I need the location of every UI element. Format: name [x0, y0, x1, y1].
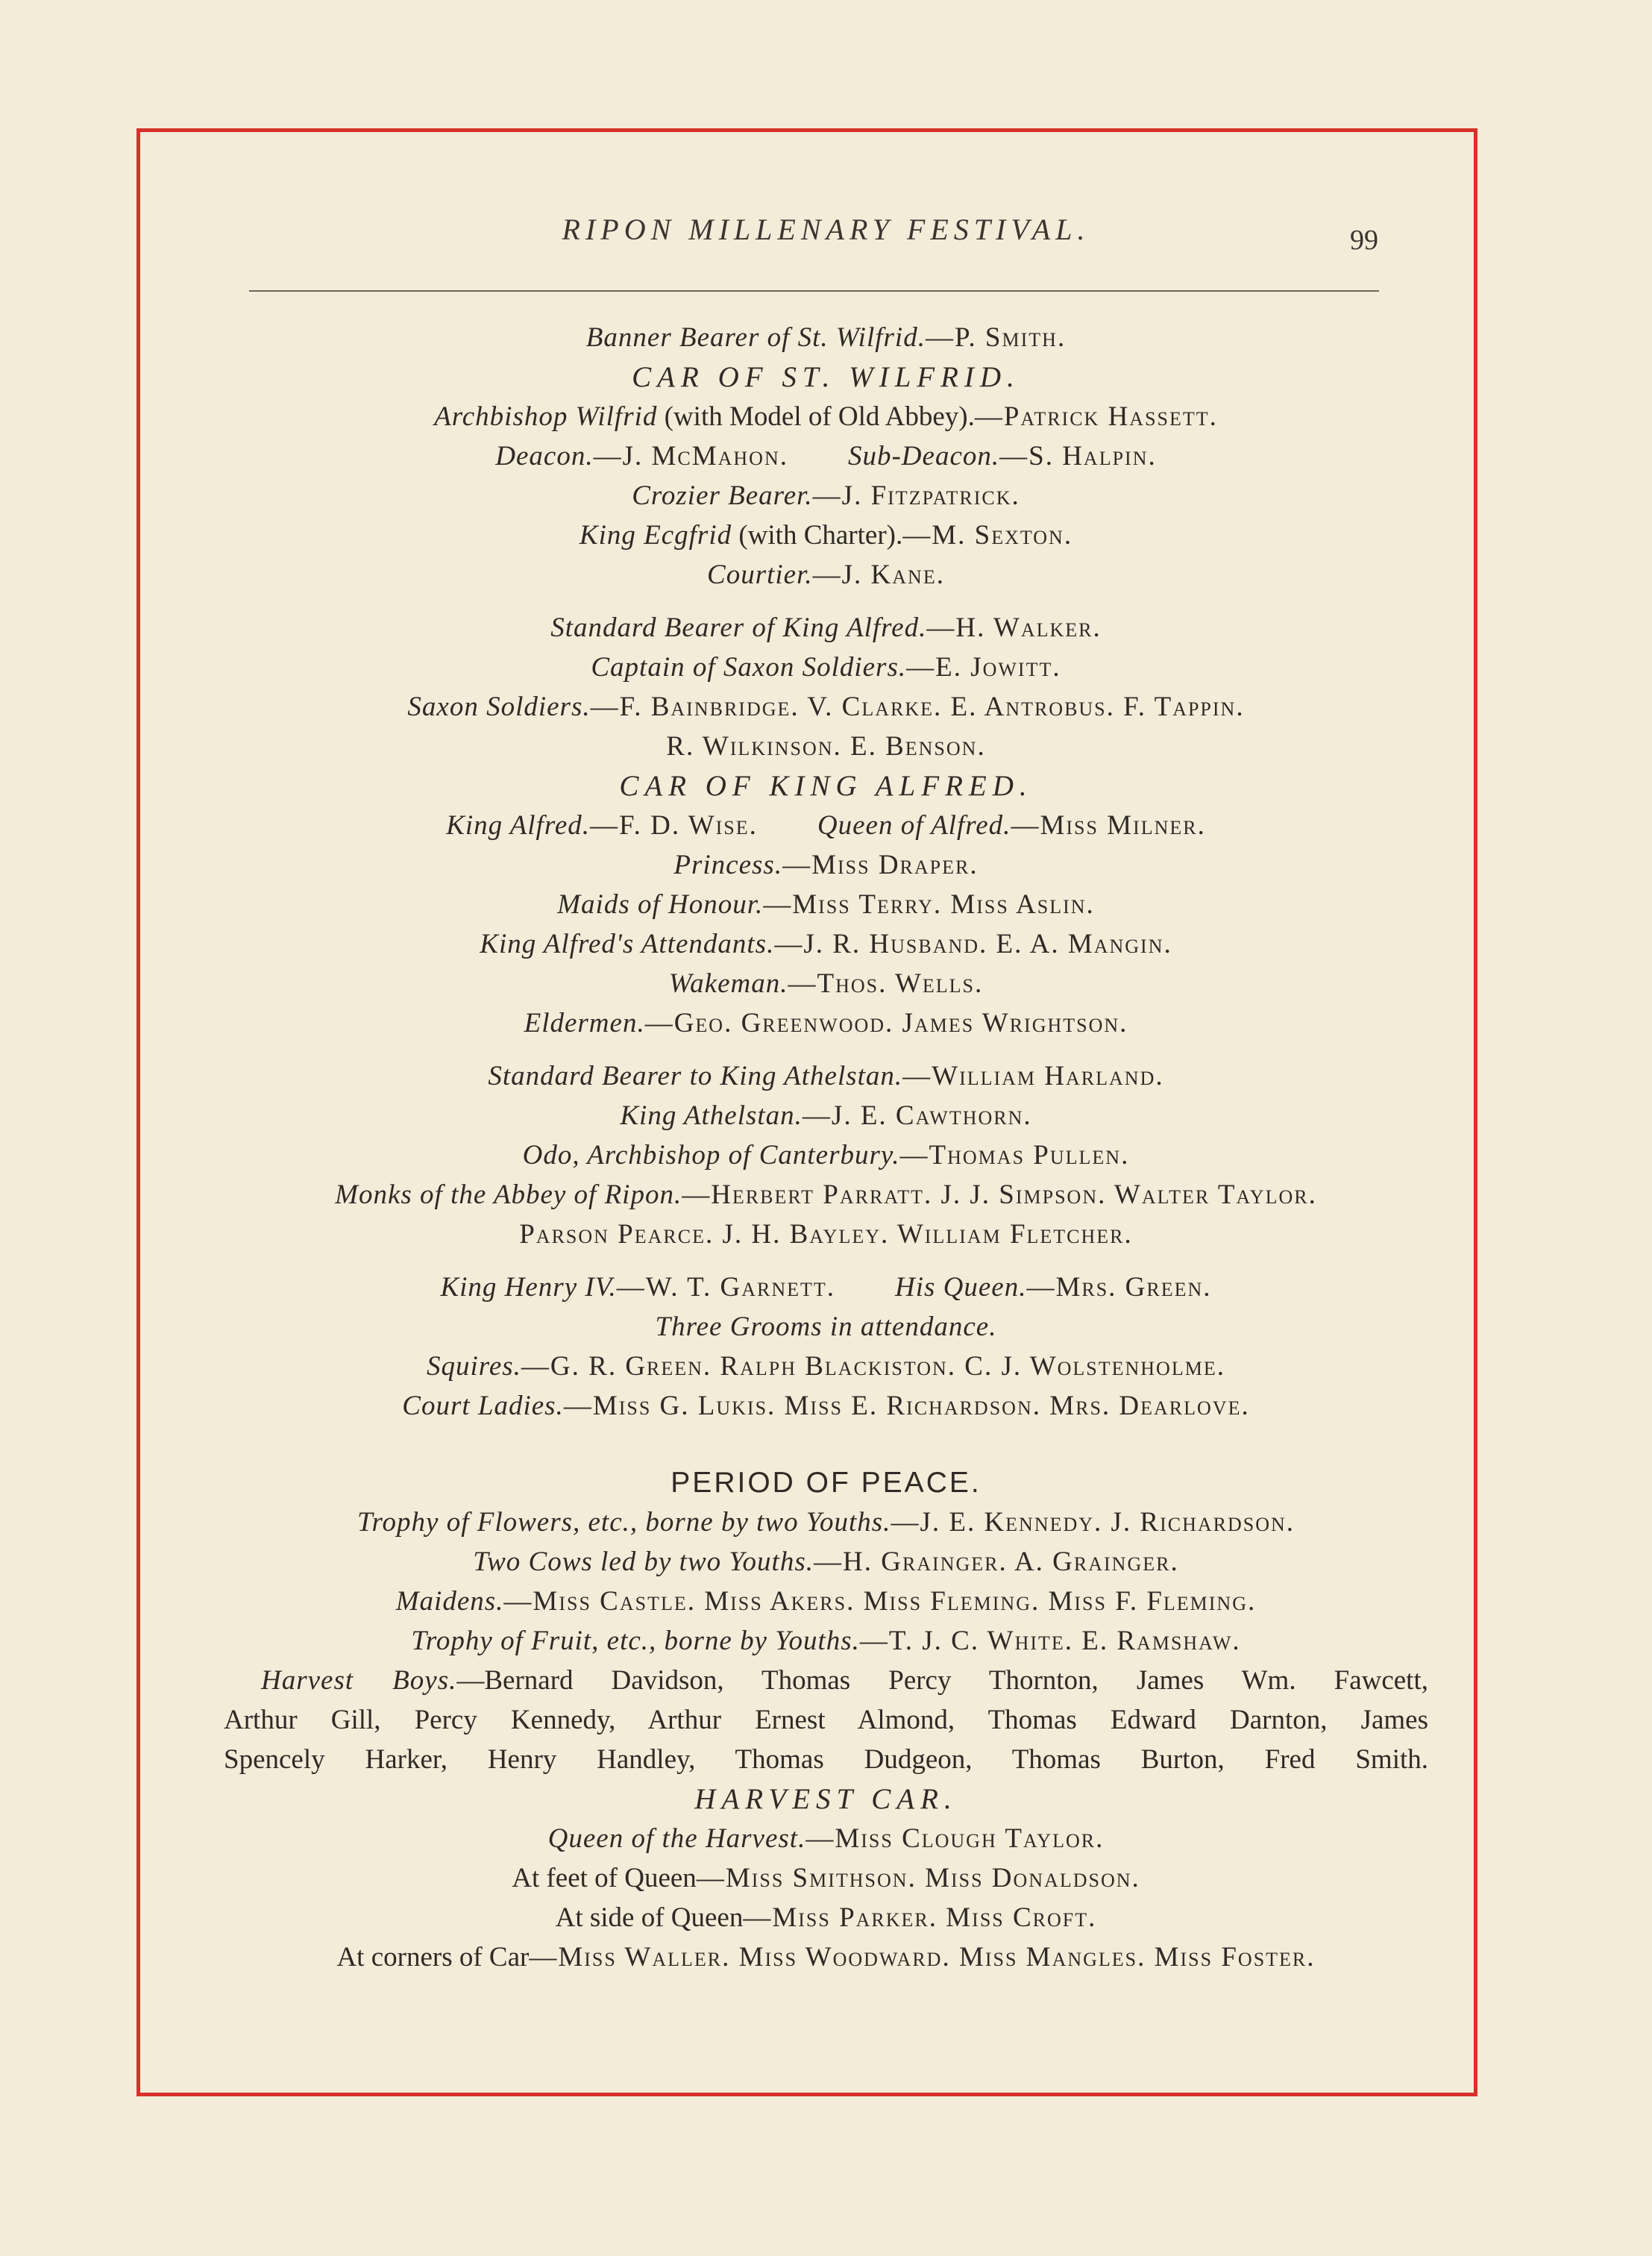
- names: —Geo. Greenwood. James Wrightson.: [644, 1008, 1128, 1038]
- list-item: [224, 1096, 1428, 1135]
- list-item: [224, 516, 1428, 555]
- list-item: [224, 845, 1428, 885]
- names: —Miss Milner.: [1011, 810, 1206, 841]
- list-item: [224, 1003, 1428, 1043]
- names: —H. Grainger. A. Grainger.: [814, 1547, 1179, 1577]
- names: —J. Kane.: [812, 560, 945, 590]
- role: Maids of Honour.: [557, 889, 764, 920]
- names: —W. T. Garnett.: [616, 1272, 836, 1303]
- names: —Miss Terry. Miss Aslin.: [763, 889, 1095, 920]
- role: Eldermen.: [524, 1008, 645, 1038]
- names: —William Harland.: [902, 1061, 1164, 1091]
- list-item-continued: Parson Pearce. J. H. Bayley. William Fletcher.: [519, 1219, 1133, 1250]
- role: Monks of the Abbey of Ripon.: [335, 1179, 682, 1210]
- role: Standard Bearer of King Alfred.: [550, 612, 927, 643]
- names: —Miss G. Lukis. Miss E. Richardson. Mrs. Dearlove.: [563, 1391, 1250, 1421]
- detail: (with Charter).: [732, 520, 903, 551]
- role: King Henry IV.: [440, 1272, 617, 1303]
- list-item: [224, 1898, 1428, 1937]
- list-item: [224, 1937, 1428, 1977]
- list-item: [224, 806, 1428, 845]
- list-item: [224, 1503, 1428, 1542]
- list-item: [224, 964, 1428, 1003]
- list-item: [224, 1582, 1428, 1621]
- role: King Alfred's Attendants.: [480, 929, 775, 959]
- role: Archbishop Wilfrid: [434, 401, 658, 432]
- names: —Herbert Parratt. J. J. Simpson. Walter Taylor.: [682, 1179, 1317, 1210]
- role: Saxon Soldiers.: [407, 692, 591, 722]
- list-item: [224, 1621, 1428, 1661]
- list-item: [224, 476, 1428, 516]
- role: Standard Bearer to King Athelstan.: [488, 1061, 903, 1091]
- role: Three Grooms in attendance.: [655, 1312, 997, 1342]
- names: —Miss Clough Taylor.: [805, 1823, 1105, 1854]
- procession-list: [224, 318, 1428, 1977]
- detail: (with Model of Old Abbey).: [657, 401, 975, 432]
- names: —Patrick Hassett.: [974, 401, 1218, 432]
- list-item: [224, 1307, 1428, 1347]
- names: —Thomas Pullen.: [899, 1140, 1130, 1171]
- role: At feet of Queen: [512, 1863, 697, 1893]
- names: —M. Sexton.: [902, 520, 1073, 551]
- list-item: [224, 1135, 1428, 1175]
- paragraph-line: Spencely Harker, Henry Handley, Thomas Dudgeon, Thomas Burton, Fred Smith.: [224, 1744, 1428, 1775]
- role: Princess.: [673, 850, 783, 880]
- list-item: [224, 555, 1428, 595]
- role: Odo, Archbishop of Canterbury.: [522, 1140, 900, 1171]
- list-item: [224, 1819, 1428, 1858]
- list-item: [224, 1056, 1428, 1096]
- role: King Alfred.: [446, 810, 591, 841]
- list-item: [224, 1386, 1428, 1426]
- names: —Mrs. Green.: [1026, 1272, 1212, 1303]
- list-item: [224, 1175, 1428, 1215]
- role: Courtier.: [707, 560, 813, 590]
- role: At side of Queen: [555, 1902, 744, 1933]
- list-item: [224, 436, 1428, 476]
- names: —Miss Waller. Miss Woodward. Miss Mangles. Miss Foster.: [529, 1942, 1316, 1973]
- list-item: [224, 1858, 1428, 1898]
- section-heading: PERIOD OF PEACE.: [670, 1467, 982, 1499]
- role: Two Cows led by two Youths.: [473, 1547, 814, 1577]
- role: Trophy of Flowers, etc., borne by two Youths.: [357, 1507, 891, 1538]
- list-item: [224, 687, 1428, 727]
- list-item: [224, 885, 1428, 924]
- names: —G. R. Green. Ralph Blackiston. C. J. Wolstenholme.: [521, 1351, 1225, 1382]
- names: —J. E. Kennedy. J. Richardson.: [891, 1507, 1295, 1538]
- list-item: [224, 1268, 1428, 1307]
- role: Queen of Alfred.: [817, 810, 1011, 841]
- role: Wakeman.: [668, 968, 788, 999]
- names: —Bernard Davidson, Thomas Percy Thornton, James Wm. Fawcett,: [456, 1665, 1428, 1696]
- role: Captain of Saxon Soldiers.: [591, 652, 907, 683]
- role: At corners of Car: [336, 1942, 530, 1973]
- role: Maidens.: [395, 1586, 504, 1617]
- names: —J. Fitzpatrick.: [812, 480, 1020, 511]
- names: —Miss Smithson. Miss Donaldson.: [696, 1863, 1140, 1893]
- list-item: [224, 608, 1428, 648]
- role: Squires.: [427, 1351, 521, 1382]
- names: —J. McMahon.: [593, 441, 788, 471]
- role: King Ecgfrid: [579, 520, 732, 551]
- role: Deacon.: [495, 441, 594, 471]
- role: Crozier Bearer.: [632, 480, 813, 511]
- names: —F. D. Wise.: [590, 810, 758, 841]
- harvest-boys-paragraph: [224, 1661, 1428, 1779]
- section-heading: CAR OF KING ALFRED.: [619, 770, 1033, 802]
- role: Sub-Deacon.: [847, 441, 1000, 471]
- paragraph-line: [224, 1661, 1428, 1700]
- names: —H. Walker.: [926, 612, 1102, 643]
- role: Harvest Boys.: [261, 1665, 457, 1696]
- list-item-continued: R. Wilkinson. E. Benson.: [666, 731, 986, 762]
- names: —Miss Draper.: [782, 850, 979, 880]
- role: Trophy of Fruit, etc., borne by Youths.: [411, 1626, 860, 1656]
- role: Court Ladies.: [402, 1391, 564, 1421]
- names: —S. Halpin.: [999, 441, 1157, 471]
- names: —E. Jowitt.: [906, 652, 1061, 683]
- role: King Athelstan.: [620, 1100, 803, 1131]
- names: —J. E. Cawthorn.: [802, 1100, 1032, 1131]
- list-item: [224, 648, 1428, 687]
- list-item: [224, 1542, 1428, 1582]
- role: Banner Bearer of St. Wilfrid.: [585, 322, 926, 353]
- page-number: 99: [1350, 225, 1378, 256]
- names: —J. R. Husband. E. A. Mangin.: [774, 929, 1172, 959]
- names: —F. Bainbridge. V. Clarke. E. Antrobus. F. Tappin.: [590, 692, 1245, 722]
- role: His Queen.: [895, 1272, 1027, 1303]
- paragraph-line: Arthur Gill, Percy Kennedy, Arthur Ernest Almond, Thomas Edward Darnton, James: [224, 1705, 1428, 1735]
- list-item: [224, 318, 1428, 357]
- names: —Miss Parker. Miss Croft.: [743, 1902, 1097, 1933]
- running-title: RIPON MILLENARY FESTIVAL.: [562, 213, 1090, 246]
- section-heading: CAR OF ST. WILFRID.: [632, 361, 1020, 393]
- list-item: [224, 1347, 1428, 1386]
- names: —P. Smith.: [925, 322, 1067, 353]
- role: Queen of the Harvest.: [547, 1823, 806, 1854]
- names: —Miss Castle. Miss Akers. Miss Fleming. Miss F. Fleming.: [503, 1586, 1257, 1617]
- names: —T. J. C. White. E. Ramshaw.: [859, 1626, 1241, 1656]
- list-item: [224, 397, 1428, 436]
- list-item: [224, 924, 1428, 964]
- header-rule: [249, 290, 1379, 292]
- section-heading: HARVEST CAR.: [694, 1783, 958, 1815]
- names: —Thos. Wells.: [788, 968, 984, 999]
